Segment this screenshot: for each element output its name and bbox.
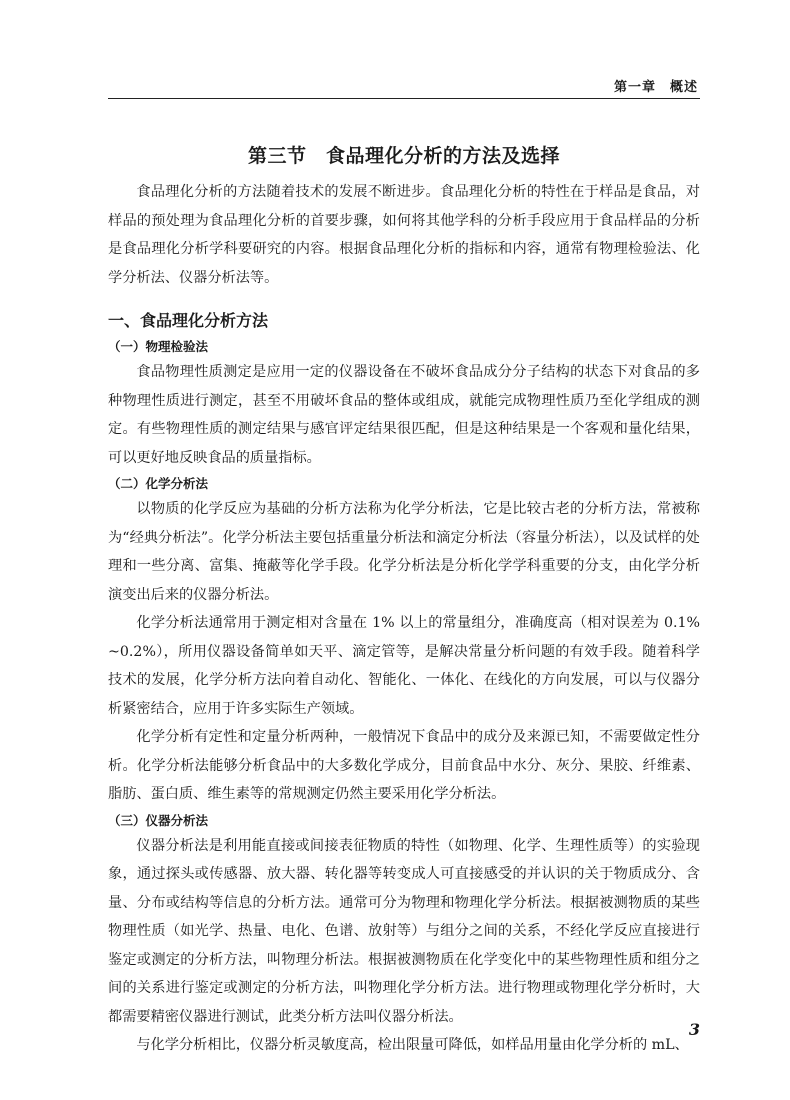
paragraph: 化学分析有定性和定量分析两种，一般情况下食品中的成分及来源已知，不需要做定性分析。化学分析法能够分析食品中的大多数化学成分，目前食品中水分、灰分、果胶、纤维素、脂肪、蛋白质、维生素等的常规测定仍然主要采用化学分析法。: [108, 729, 700, 802]
paragraph: 仪器分析法是利用能直接或间接表征物质的特性（如物理、化学、生理性质等）的实验现象，通过探头或传感器、放大器、转化器等转变成人可直接感受的并认识的关于物质成分、含量、分布或结构等信息的分析方法。通常可分为物理和物理化学分析法。根据被测物质的某些物理性质（如光学、热量、电化、色谱、放射等）与组分之间的关系，不经化学反应直接进行鉴定或测定的分析方法，叫物理分析法。根据被测物质在化学变化中的某些物理性质和组分之间的关系进行鉴定或测定的分析方法，叫物理化学分析方法。进行物理或物理化学分析时，大都需要精密仪器进行测试，此类分析方法叫仪器分析法。: [108, 837, 700, 1025]
subheading-instrumental-method: （三）仪器分析法: [108, 812, 209, 828]
running-head: 第一章 概述: [613, 80, 698, 95]
subheading-chemical-method: （二）化学分析法: [108, 476, 209, 491]
heading-methods: 一、食品理化分析方法: [108, 311, 269, 330]
subheading-physical-method: （一）物理检验法: [108, 339, 209, 354]
intro-paragraph: 食品理化分析的方法随着技术的发展不断进步。食品理化分析的特性在于样品是食品，对样品的预处理为食品理化分析的首要步骤，如何将其他学科的分析手段应用于食品样品的分析是食品理化分析学科要研究的内容。根据食品理化分析的指标和内容，通常有物理检验法、化学分析法、仪器分析法等。: [108, 184, 700, 286]
paragraph: 以物质的化学反应为基础的分析方法称为化学分析法，它是比较古老的分析方法，常被称为“经典分析法”。化学分析法主要包括重量分析法和滴定分析法（容量分析法），以及试样的处理和一些分离、富集、掩蔽等化学手段。化学分析法是分析化学学科重要的分支，由化学分析演变出后来的仪器分析法。: [108, 501, 700, 603]
body-text: [108, 178, 700, 1060]
header-rule: [108, 98, 700, 99]
page-number: 3: [688, 1020, 700, 1039]
section-title: 第三节 食品理化分析的方法及选择: [247, 145, 560, 167]
paragraph: 化学分析法通常用于测定相对含量在 1% 以上的常量组分，准确度高（相对误差为 0.1% ~0.2%），所用仪器设备简单如天平、滴定管等，是解决常量分析问题的有效手段。随着科学技术的发展，化学分析方法向着自动化、智能化、一体化、在线化的方向发展，可以与仪器分析紧密结合，应用于许多实际生产领域。: [108, 615, 700, 717]
paragraph: 食品物理性质测定是应用一定的仪器设备在不破坏食品成分分子结构的状态下对食品的多种物理性质进行测定，甚至不用破坏食品的整体或组成，就能完成物理性质乃至化学组成的测定。有些物理性质的测定结果与感官评定结果很匹配，但是这种结果是一个客观和量化结果，可以更好地反映食品的质量指标。: [108, 364, 700, 466]
paragraph: 与化学分析相比，仪器分析灵敏度高，检出限量可降低，如样品用量由化学分析的 mL、: [136, 1037, 689, 1053]
